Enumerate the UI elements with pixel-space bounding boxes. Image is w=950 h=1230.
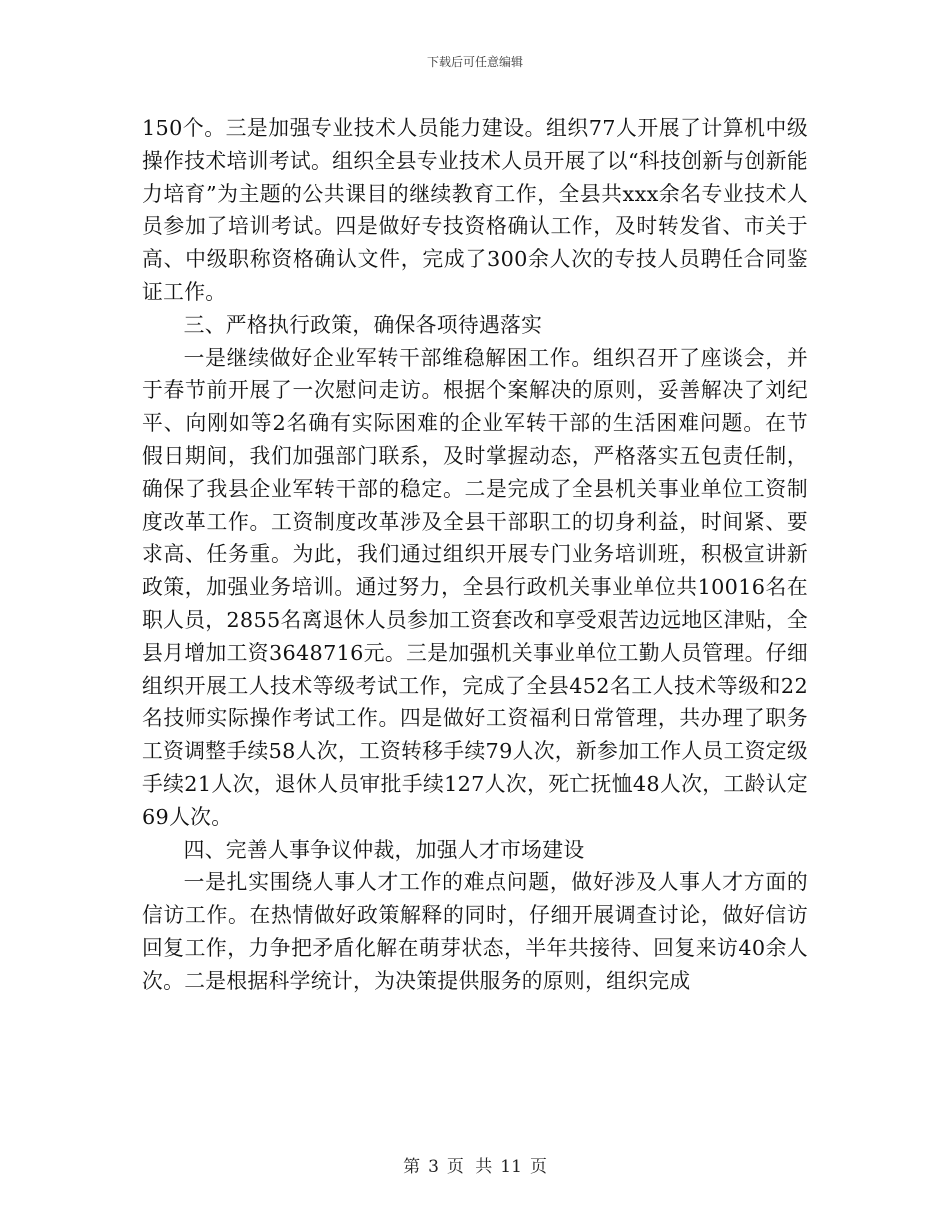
page-header: 下载后可任意编辑	[426, 55, 523, 69]
paragraph-section-3: 一是继续做好企业军转干部维稳解困工作。组织召开了座谈会，并于春节前开展了一次慰问走访。根据个案解决的原则，妥善解决了刘纪平、向刚如等2名确有实际困难的企业军转干部的生活困难问题。在节假日期间，我们加强部门联系，及时掌握动态，严格落实五包责任制，确保了我县企业军转干部的稳定。二是完成了全县机关事业单位工资制度改革工作。工资制度改革涉及全县干部职工的切身利益，时间紧、要求高、任务重。为此，我们通过组织开展专门业务培训班，积极宣讲新政策，加强业务培训。通过努力，全县行政机关事业单位共10016名在职人员，2855名离退休人员参加工资套改和享受艰苦边远地区津贴，全县月增加工资3648716元。三是加强机关事业单位工勤人员管理。仔细组织开展工人技术等级考试工作，完成了全县452名工人技术等级和22名技师实际操作考试工作。四是做好工资福利日常管理，共办理了职务工资调整手续58人次，工资转移手续79人次，新参加工作人员工资定级手续21人次，退休人员审批手续127人次，死亡抚恤48人次，工龄认定69人次。	[142, 345, 808, 829]
footer-suffix: 页	[529, 1157, 547, 1177]
document-body	[142, 112, 808, 998]
paragraph-continued: 150个。三是加强专业技术人员能力建设。组织77人开展了计算机中级操作技术培训考试。组织全县专业技术人员开展了以“科技创新与创新能力培育”为主题的公共课目的继续教育工作，全县共xxx余名专业技术人员参加了培训考试。四是做好专技资格确认工作，及时转发省、市关于高、中级职称资格确认文件，完成了300余人次的专技人员聘任合同鉴证工作。	[142, 116, 808, 304]
section-heading-4: 四、完善人事争议仲裁，加强人才市场建设	[183, 837, 585, 862]
footer-prefix: 第	[403, 1157, 421, 1177]
footer-middle: 页 共	[446, 1157, 493, 1177]
footer-page-number: 3	[428, 1157, 439, 1177]
section-heading-3: 三、严格执行政策，确保各项待遇落实	[183, 312, 543, 337]
footer-total-pages: 11	[500, 1157, 522, 1177]
paragraph-section-4: 一是扎实围绕人事人才工作的难点问题，做好涉及人事人才方面的信访工作。在热情做好政策解释的同时，仔细开展调查讨论，做好信访回复工作，力争把矛盾化解在萌芽状态，半年共接待、回复来访40余人次。二是根据科学统计，为决策提供服务的原则，组织完成	[142, 870, 808, 993]
page-footer	[0, 1156, 950, 1178]
